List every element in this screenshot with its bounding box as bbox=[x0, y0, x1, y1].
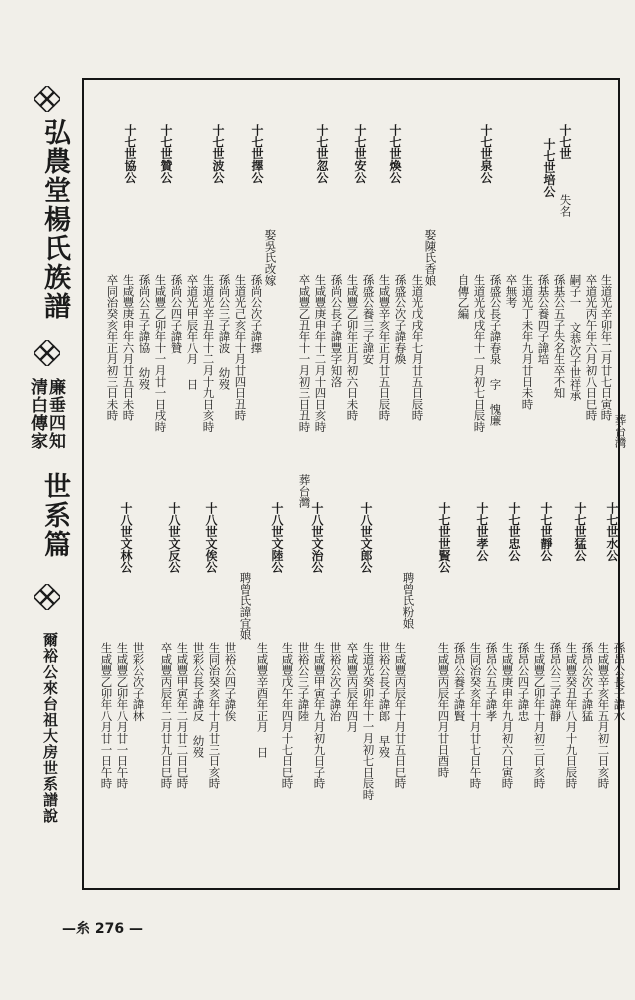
record-line: 生咸豐辛亥年五月初二日亥時 bbox=[596, 642, 611, 789]
record-line: 生咸豐甲寅年二月廿二日巳時 bbox=[175, 642, 190, 789]
record-line: 孫昂公五子諱孝 bbox=[484, 642, 499, 722]
record-line: 卒道光甲辰年八月 日 bbox=[185, 274, 200, 390]
record-line: 世彩公次子諱林 bbox=[131, 642, 146, 722]
record-line: 葬台灣 bbox=[297, 474, 312, 508]
member-name: 十八世文陸公 bbox=[270, 502, 284, 573]
member-name: 十八世文林公 bbox=[119, 502, 133, 573]
spouse-line: 聘曾氏粉娘 bbox=[401, 572, 416, 629]
main-title: 弘農堂楊氏族譜 bbox=[39, 118, 70, 321]
member-name: 十八世文郎公 bbox=[359, 502, 373, 573]
record-line: 孫尚公四子諱贊 bbox=[169, 274, 184, 354]
member-name: 十七世培公 bbox=[542, 138, 556, 198]
record-line: 生同治癸亥年十月廿三日亥時 bbox=[207, 642, 222, 789]
member-name: 十八世文反公 bbox=[167, 502, 181, 573]
record-line: 生咸豐戊午年四月十七日巳時 bbox=[280, 642, 295, 789]
record-line: 卒咸豐乙丑年十一月初三日丑時 bbox=[297, 274, 312, 433]
record-line: 生道光丁未年九月廿日未時 bbox=[520, 274, 535, 410]
record-line: 卒同治癸亥年正月初三日未時 bbox=[105, 274, 120, 421]
diamond-ornament-icon bbox=[34, 340, 60, 366]
record-line: 孫昂公次子諱猛 bbox=[580, 642, 595, 722]
record-line: 生咸豐辛酉年正月 日 bbox=[255, 642, 270, 758]
member-name: 十七世忠公 bbox=[507, 502, 521, 562]
member-name: 十七世忽公 bbox=[315, 124, 329, 184]
record-line: 生咸豐丙辰年十月廿五日巳時 bbox=[393, 642, 408, 789]
record-line: 嗣子一 文恭次子世祥承 bbox=[568, 274, 583, 401]
member-name: 十七世波公 bbox=[211, 124, 225, 184]
record-line: 生同治癸亥年十月廿七日午時 bbox=[468, 642, 483, 789]
record-line: 卒無考 bbox=[504, 274, 519, 308]
record-line: 孫尚公三子諱波 幼歿 bbox=[217, 274, 232, 390]
spouse-line: 聘曾氏諱宜娘 bbox=[238, 572, 253, 640]
spouse-line: 娶吳氏改嫁 bbox=[263, 229, 278, 286]
record-line: 孫昂公養子諱賢 bbox=[452, 642, 467, 722]
subtitle: 爾裕公來台祖大房世系譜說 bbox=[41, 632, 59, 824]
record-line: 生咸豐乙卯年十月初三日亥時 bbox=[532, 642, 547, 789]
record-line: 生咸豐庚申年九月初六日寅時 bbox=[500, 642, 515, 789]
record-line: 生咸豐乙卯年八月廿一日午時 bbox=[115, 642, 130, 789]
member-name: 十七世煥公 bbox=[388, 124, 402, 184]
member-name: 十八世文俟公 bbox=[204, 502, 218, 573]
record-line: 孫盛公養三子諱安 bbox=[361, 274, 376, 365]
record-line: 世裕公三子諱陸 bbox=[296, 642, 311, 722]
member-name: 十七世協公 bbox=[123, 124, 137, 184]
record-line: 生咸豐庚申年十二月十四日亥時 bbox=[313, 274, 328, 433]
member-name: 十八世文治公 bbox=[310, 502, 324, 573]
record-line: 世裕公次子諱治 bbox=[328, 642, 343, 722]
member-name: 十七世泉公 bbox=[479, 124, 493, 184]
record-line: 孫尚公五子諱協 幼歿 bbox=[137, 274, 152, 390]
record-line: 孫尚公長子諱豐字知洛 bbox=[329, 274, 344, 388]
record-line: 生道光戊戌年十一月初七日辰時 bbox=[472, 274, 487, 433]
record-line: 生咸豐乙卯年八月廿一日午時 bbox=[99, 642, 114, 789]
member-name: 十七世 bbox=[558, 124, 572, 160]
spouse-line: 娶陳氏香娘 bbox=[423, 229, 438, 286]
diamond-ornament-icon bbox=[34, 86, 60, 112]
record-line: 生道光癸卯年十一月初七日辰時 bbox=[361, 642, 376, 801]
record-line: 生咸豐辛亥年正月廿五日辰時 bbox=[377, 274, 392, 421]
page-number: —糸 276 — bbox=[62, 921, 143, 937]
record-line: 生道光辛丑年十二月十九日亥時 bbox=[201, 274, 216, 433]
genealogy-frame bbox=[82, 78, 628, 890]
record-line: 孫基公養四子諱培 bbox=[536, 274, 551, 365]
member-name: 十七世贊公 bbox=[159, 124, 173, 184]
record-line: 卒咸豐丙辰年四月 bbox=[345, 642, 360, 733]
motto-line-1: 廉垂四知 bbox=[45, 378, 65, 450]
record-line: 生咸豐甲寅年九月初九日子時 bbox=[312, 642, 327, 789]
member-name: 十七世安公 bbox=[353, 124, 367, 184]
motto-line-2: 清白傳家 bbox=[27, 378, 47, 450]
member-name: 十七世猛公 bbox=[573, 502, 587, 562]
member-name: 十七世水公 bbox=[605, 502, 619, 562]
member-name: 十七世孝公 bbox=[475, 502, 489, 562]
member-name: 十七世靜公 bbox=[539, 502, 553, 562]
record-line: 世裕公四子諱俟 bbox=[223, 642, 238, 722]
member-name: 十七世世賢公 bbox=[437, 502, 451, 573]
record-line: 生咸豐乙卯年正月初六日未時 bbox=[345, 274, 360, 421]
record-line: 生咸豐癸丑年八月十九日辰時 bbox=[564, 642, 579, 789]
record-line: 自傳乙編 bbox=[456, 274, 471, 320]
record-line: 生道光戊戌年七月廿五日辰時 bbox=[410, 274, 425, 421]
left-margin bbox=[0, 0, 78, 1000]
record-line: 生道光辛卯年二月廿七日寅時 bbox=[599, 274, 614, 421]
record-line: 生咸豐丙辰年四月廿日酉時 bbox=[436, 642, 451, 778]
record-line: 孫基公五子失名生卒不知 bbox=[552, 274, 567, 399]
record-line: 世裕公長子諱郎 早歿 bbox=[377, 642, 392, 758]
record-line: 孫盛公長子諱春泉 字 愧廉 bbox=[488, 274, 503, 426]
record-line: 世彩公長子諱反 幼歿 bbox=[191, 642, 206, 758]
record-line: 孫昂公三子諱靜 bbox=[548, 642, 563, 722]
title-suffix: 世系篇 bbox=[39, 472, 70, 559]
record-line: 失名 bbox=[558, 194, 573, 217]
record-line: 卒咸豐丙辰年二月廿九日巳時 bbox=[159, 642, 174, 789]
record-line: 孫昂公長子諱水 bbox=[612, 642, 627, 722]
record-line: 生咸豐乙卯年十一月廿一日戌時 bbox=[153, 274, 168, 433]
record-line: 生道光己亥年十月廿四日丑時 bbox=[233, 274, 248, 421]
record-line: 孫昂公四子諱忠 bbox=[516, 642, 531, 722]
record-line: 卒道光丙午年六月初八日巳時 bbox=[584, 274, 599, 421]
member-name: 十七世擇公 bbox=[250, 124, 264, 184]
record-line: 葬台灣 bbox=[613, 414, 628, 448]
record-line: 孫尚公次子諱擇 bbox=[249, 274, 264, 354]
record-line: 生咸豐庚申年六月廿五日未時 bbox=[121, 274, 136, 421]
record-line: 孫盛公次子諱春煥 bbox=[393, 274, 408, 365]
diamond-ornament-icon bbox=[34, 584, 60, 610]
